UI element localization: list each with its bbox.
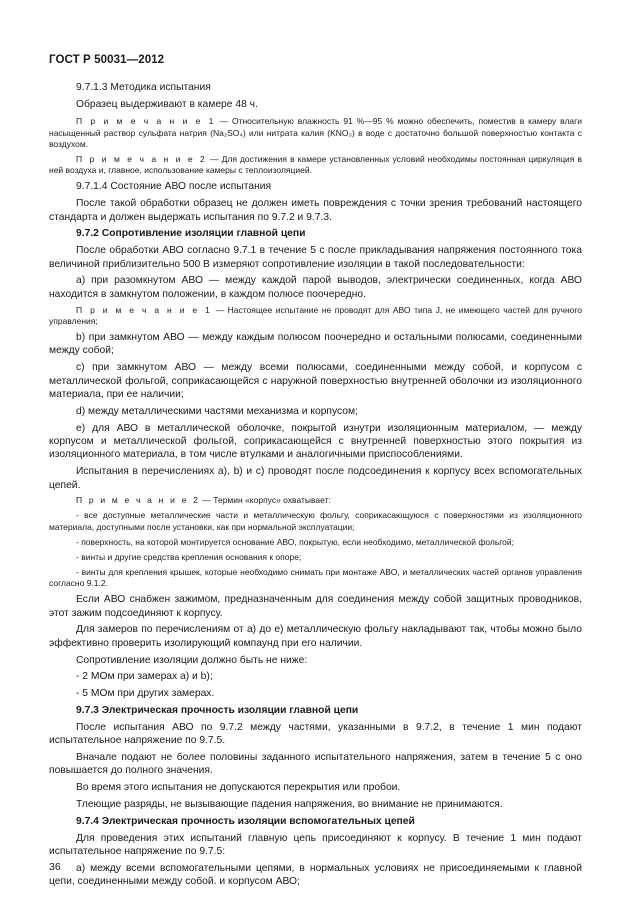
- list-item: - 2 МОм при замерах а) и b);: [76, 671, 213, 683]
- paragraph: Вначале подают не более половины заданного испытательного напряжения, затем в течение 5 с оно повышается до полного значения.: [49, 752, 582, 777]
- note-text: — Относительную влажность 91 %—95 % можно обеспечить, поместив в камеру влаги насыщенный раствор сульфата натрия (Na₂SO₄) или нитрата калия (KNO₃) в воде с достаточно большой поверхностью контакта с воздухом.: [49, 116, 582, 150]
- note-list-item: - винты для крепления крышек, которые необходимо снимать при монтаже АВО, и металлических частей органов управления согласно 9.1.2.: [49, 566, 582, 589]
- note-text: — Настоящее испытание не проводят для АВО типа J, не имеющего частей для ручного управления;: [49, 304, 583, 327]
- list-item: - 5 МОм при других замерах.: [76, 688, 215, 700]
- note-label: П р и м е ч а н и е 2: [76, 495, 201, 506]
- page-content: [49, 81, 582, 892]
- paragraph: Тлеющие разряды, не вызывающие падения напряжения, во внимание не принимаются.: [76, 799, 503, 811]
- list-item-a: а) между всеми вспомогательными цепями, в нормальных условиях не присоединяемыми к главной цепи, соединенными между собой. и корпусом АВО;: [49, 862, 582, 888]
- note-2: [49, 154, 582, 177]
- note-list-item: - винты и другие средства крепления основания к опоре;: [76, 551, 302, 562]
- list-item-b: b) при замкнутом АВО — между каждым полюсом поочередно и остальными полюсами, соединенными между собой;: [49, 332, 582, 357]
- clause-9-7-1-4-title: 9.7.1.4 Состояние АВО после испытания: [76, 181, 272, 193]
- standard-header: ГОСТ Р 50031—2012: [49, 54, 165, 66]
- paragraph: После обработки АВО согласно 9.7.1 в течение 5 с после прикладывания напряжения постоянного тока величиной приблизительно 500 В измеряют сопротивление изоляции в такой последовательности:: [49, 245, 582, 270]
- list-item-c: с) при замкнутом АВО — между всеми полюсами, соединенными между собой, и корпусом с металлической фольгой, соприкасающейся с наружной поверхностью внутренней оболочки из изоляционного материала, при ее наличии;: [49, 362, 582, 401]
- paragraph: Испытания в перечислениях а), b) и с) проводят после подсоединения к корпусу всех вспомогательных цепей.: [49, 466, 582, 491]
- note-text: — Термин «корпус» охватывает:: [200, 495, 331, 506]
- section-9-7-4-heading: 9.7.4 Электрическая прочность изоляции вспомогательных цепей: [76, 815, 415, 827]
- note-1: [49, 305, 582, 328]
- note-text: — Для достижения в камере установленных условий необходимы постоянная циркуляция в ней воздуха и, главное, использование камеры с теплоизоляцией.: [49, 154, 582, 176]
- page-number: 36: [49, 861, 61, 873]
- paragraph: Для проведения этих испытаний главную цепь присоединяют к корпусу. В течение 1 мин подают испытательное напряжение по 9.7.5:: [49, 832, 582, 858]
- clause-9-7-1-3-title: 9.7.1.3 Методика испытания: [76, 82, 211, 93]
- paragraph: Если АВО снабжен зажимом, предназначенным для соединения между собой защитных проводников, этот зажим подсоединяют к корпусу.: [49, 594, 582, 619]
- paragraph: Сопротивление изоляции должно быть не ниже:: [76, 654, 308, 666]
- note-label: П р и м е ч а н и е 2: [76, 154, 207, 165]
- note-list-item: - поверхность, на которой монтируется основание АВО, покрытую, если необходимо, металлической фольгой;: [76, 536, 515, 547]
- section-9-7-3-heading: 9.7.3 Электрическая прочность изоляции главной цепи: [76, 705, 359, 717]
- note-2: [49, 495, 582, 506]
- paragraph: После такой обработки образец не должен иметь повреждения с точки зрения требований настоящего стандарта и должен выдержать испытания по 9.7.2 и 9.7.3.: [49, 198, 582, 223]
- list-item-e: е) для АВО в металлической оболочке, покрытой изнутри изоляционным материалом, — между корпусом и металлической фольгой, соприкасающейся с внутренней поверхностью этого покрытия из изоляционного материала, в том числе втулками и аналогичными приспособлениями.: [49, 422, 582, 461]
- paragraph: Во время этого испытания не допускаются перекрытия или пробои.: [76, 782, 401, 794]
- note-list-item: - все доступные металлические части и металлическую фольгу, соприкасающуюся с поверхностями из изоляционного материала, доступными после установки, как при нормальной эксплуатации;: [49, 510, 582, 532]
- note-1: [49, 116, 582, 150]
- note-label: П р и м е ч а н и е 1: [76, 116, 216, 127]
- note-label: П р и м е ч а н и е 1: [76, 304, 213, 315]
- paragraph: После испытания АВО по 9.7.2 между частями, указанными в 9.7.2, в течение 1 мин подают испытательное напряжение по 9.7.5.: [49, 721, 582, 747]
- list-item-d: d) между металлическими частями механизма и корпусом;: [76, 405, 358, 417]
- list-item-a: а) при разомкнутом АВО — между каждой парой выводов, электрически соединенных, когда АВО находится в замкнутом положении, в каждом полюсе поочередно.: [49, 275, 582, 300]
- paragraph: Для замеров по перечислениям от а) до е) металлическую фольгу накладывают так, чтобы можно было эффективно проверить изолирующий компаунд при его наличии.: [49, 624, 582, 649]
- section-9-7-2-heading: 9.7.2 Сопротивление изоляции главной цепи: [76, 228, 306, 240]
- paragraph: Образец выдерживают в камере 48 ч.: [76, 98, 258, 110]
